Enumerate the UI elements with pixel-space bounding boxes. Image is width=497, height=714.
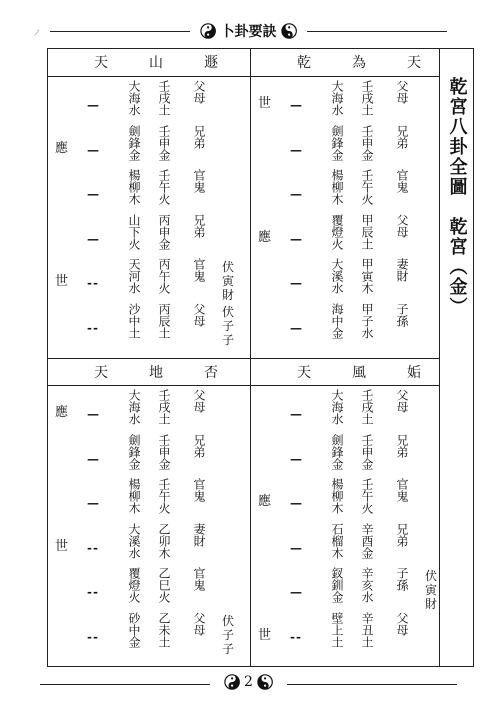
header-rule-top [47, 76, 440, 77]
yin-yang-icon [257, 674, 273, 690]
liuqin-text: 官鬼 [192, 567, 206, 591]
hexagram-title-char: 否 [204, 365, 218, 381]
liuqin-text: 兄弟 [192, 213, 206, 238]
liuqin-text: 官鬼 [192, 169, 206, 193]
nayin-text: 石榴木 [330, 522, 344, 559]
yao-line: — [87, 187, 100, 201]
nayin-text: 楊柳木 [330, 169, 344, 205]
liuqin-text: 兄弟 [395, 522, 409, 547]
yao-row [252, 214, 442, 258]
yao-line: — [290, 276, 303, 290]
sidebar-panel [440, 48, 474, 667]
ganzhi-text: 壬申金 [360, 433, 374, 470]
yin-yang-icon [281, 23, 297, 39]
shi-ying-marker: 應 [55, 140, 69, 156]
liuqin-text: 官鬼 [395, 169, 409, 193]
ganzhi-text: 甲辰土 [360, 213, 374, 250]
page-mark: ノ [32, 29, 42, 39]
nayin-text: 砂中金 [127, 611, 141, 648]
page-footer [40, 670, 457, 698]
liuqin-text: 父母 [192, 611, 206, 636]
page-number: 2 [244, 674, 253, 690]
footer-rule-right [287, 684, 457, 685]
ganzhi-text: 壬申金 [157, 124, 171, 161]
nayin-text: 大溪水 [330, 258, 344, 294]
nayin-text: 楊柳木 [127, 169, 141, 205]
nayin-text: 沙中土 [127, 302, 141, 339]
shi-ying-marker: 應 [258, 494, 272, 509]
page-header [40, 18, 457, 46]
nayin-text: 楊柳木 [127, 478, 141, 514]
nayin-text: 釵釧金 [330, 567, 344, 603]
yao-line: -- [290, 629, 302, 644]
yao-row [252, 80, 442, 124]
liuqin-text: 父母 [192, 80, 206, 104]
yao-line: -- [87, 629, 99, 644]
liuqin-text: 父母 [192, 302, 206, 327]
yao-line: — [87, 496, 100, 510]
yao-line: — [87, 407, 100, 421]
yao-row [49, 434, 239, 478]
yin-yang-icon [224, 674, 240, 690]
fushen-text: 伏 子子 [221, 304, 234, 347]
yao-row [252, 612, 442, 656]
ganzhi-text: 壬戌土 [360, 80, 374, 116]
hexagram-title-char: 地 [149, 365, 163, 381]
hexagram-title-char: 風 [352, 365, 366, 381]
ganzhi-text: 壬午火 [157, 169, 171, 205]
ganzhi-text: 壬戌土 [157, 389, 171, 425]
yao-row [49, 169, 239, 213]
ganzhi-text: 辛亥水 [360, 567, 374, 603]
yao-row [252, 523, 442, 567]
ganzhi-text: 壬午火 [360, 169, 374, 205]
yao-line: — [290, 451, 303, 466]
yao-row [49, 258, 239, 302]
liuqin-text: 官鬼 [395, 478, 409, 502]
nayin-text: 大海水 [330, 80, 344, 116]
yao-row [252, 258, 442, 302]
yao-line: — [290, 142, 303, 157]
ganzhi-text: 壬申金 [360, 124, 374, 161]
hexagram-title-char: 為 [352, 55, 366, 71]
yao-row [49, 125, 239, 169]
yao-row [49, 523, 239, 567]
yao-row [252, 303, 442, 347]
nayin-text: 大海水 [127, 389, 141, 425]
hexagram-title-char: 天 [94, 55, 108, 71]
yao-row [49, 303, 239, 347]
yao-line: -- [87, 320, 99, 335]
liuqin-text: 子孫 [395, 567, 409, 591]
yao-line: — [290, 98, 303, 112]
yao-line: — [290, 585, 303, 599]
ganzhi-text: 甲寅木 [360, 258, 374, 294]
ganzhi-text: 壬戌土 [157, 80, 171, 116]
nayin-text: 大海水 [127, 80, 141, 116]
liuqin-text: 兄弟 [395, 433, 409, 458]
yao-line: — [87, 231, 100, 246]
ganzhi-text: 乙未土 [157, 611, 171, 648]
header-title: 卜卦要訣 [220, 24, 277, 40]
nayin-text: 海中金 [330, 302, 344, 339]
fushen-text: 伏 子子 [221, 613, 234, 656]
nayin-text: 楊柳木 [330, 478, 344, 514]
yao-line: — [290, 320, 303, 335]
hexagram-title-char: 天 [94, 365, 108, 381]
yao-row [252, 389, 442, 433]
liuqin-text: 子孫 [395, 302, 409, 327]
yao-row [252, 169, 442, 213]
footer-group [224, 674, 274, 690]
fushen-text: 伏 寅財 [221, 260, 234, 302]
yao-row [49, 389, 239, 433]
fushen-text: 伏 寅財 [424, 569, 437, 611]
yao-line: — [87, 451, 100, 466]
yin-yang-icon [200, 23, 216, 39]
shi-ying-marker: 世 [55, 274, 69, 289]
footer-rule-left [40, 684, 210, 685]
ganzhi-text: 壬午火 [157, 478, 171, 514]
liuqin-text: 妻財 [192, 522, 206, 547]
yao-row [252, 567, 442, 611]
liuqin-text: 兄弟 [395, 124, 409, 149]
shi-ying-marker: 世 [258, 627, 272, 643]
nayin-text: 覆燈火 [127, 567, 141, 603]
shi-ying-marker: 應 [258, 229, 272, 245]
yao-row [252, 478, 442, 522]
shi-ying-marker: 世 [55, 538, 69, 554]
yao-row [252, 125, 442, 169]
liuqin-text: 兄弟 [192, 124, 206, 149]
ganzhi-text: 丙申金 [157, 213, 171, 250]
yao-line: -- [87, 276, 99, 290]
ganzhi-text: 丙辰土 [157, 302, 171, 339]
liuqin-text: 官鬼 [192, 258, 206, 282]
header-rule-bottom [47, 385, 440, 386]
ganzhi-text: 壬午火 [360, 478, 374, 514]
nayin-text: 劍鋒金 [330, 124, 344, 161]
ganzhi-text: 乙巳火 [157, 567, 171, 603]
shi-ying-marker: 應 [55, 405, 69, 420]
yao-line: -- [87, 585, 99, 599]
liuqin-text: 父母 [395, 611, 409, 636]
hexagram-title-char: 天 [297, 365, 311, 381]
ganzhi-text: 辛酉金 [360, 522, 374, 559]
nayin-text: 壁上土 [330, 611, 344, 648]
yao-line: — [290, 407, 303, 421]
nayin-text: 大溪水 [127, 522, 141, 559]
header-title-group [200, 21, 298, 41]
nayin-text: 劍鋒金 [330, 433, 344, 470]
sidebar-title: 乾宮八卦全圖 乾宮（金） [446, 77, 468, 317]
middle-rule [47, 358, 440, 359]
yao-row [49, 478, 239, 522]
liuqin-text: 父母 [395, 389, 409, 413]
nayin-text: 大海水 [330, 389, 344, 425]
yao-row [49, 612, 239, 656]
yao-line: — [290, 496, 303, 510]
yao-line: — [290, 540, 303, 555]
nayin-text: 劍鋒金 [127, 433, 141, 470]
yao-line: -- [87, 540, 99, 555]
nayin-text: 劍鋒金 [127, 124, 141, 161]
ganzhi-text: 壬戌土 [360, 389, 374, 425]
nayin-text: 覆燈火 [330, 213, 344, 250]
hexagram-title-char: 天 [407, 55, 421, 71]
ganzhi-text: 甲子水 [360, 302, 374, 339]
hexagram-title-char: 乾 [297, 55, 311, 71]
liuqin-text: 妻財 [395, 258, 409, 282]
yao-row [252, 434, 442, 478]
liuqin-text: 父母 [395, 80, 409, 104]
yao-row [49, 80, 239, 124]
hexagram-title-char: 姤 [407, 365, 421, 381]
ganzhi-text: 乙卯木 [157, 522, 171, 559]
ganzhi-text: 辛丑土 [360, 611, 374, 648]
nayin-text: 山下火 [127, 213, 141, 250]
yao-line: — [290, 187, 303, 201]
yao-row [49, 214, 239, 258]
hexagram-title-char: 山 [149, 55, 163, 71]
liuqin-text: 父母 [395, 213, 409, 238]
hexagram-title-char: 遯 [204, 55, 218, 71]
nayin-text: 天河水 [127, 258, 141, 294]
ganzhi-text: 丙午火 [157, 258, 171, 294]
header-rule-left [50, 31, 190, 32]
header-rule-right [307, 31, 447, 32]
shi-ying-marker: 世 [258, 96, 272, 111]
yao-row [49, 567, 239, 611]
ganzhi-text: 壬申金 [157, 433, 171, 470]
liuqin-text: 官鬼 [192, 478, 206, 502]
liuqin-text: 父母 [192, 389, 206, 413]
yao-line: — [290, 231, 303, 246]
liuqin-text: 兄弟 [192, 433, 206, 458]
yao-line: — [87, 142, 100, 157]
yao-line: — [87, 98, 100, 112]
